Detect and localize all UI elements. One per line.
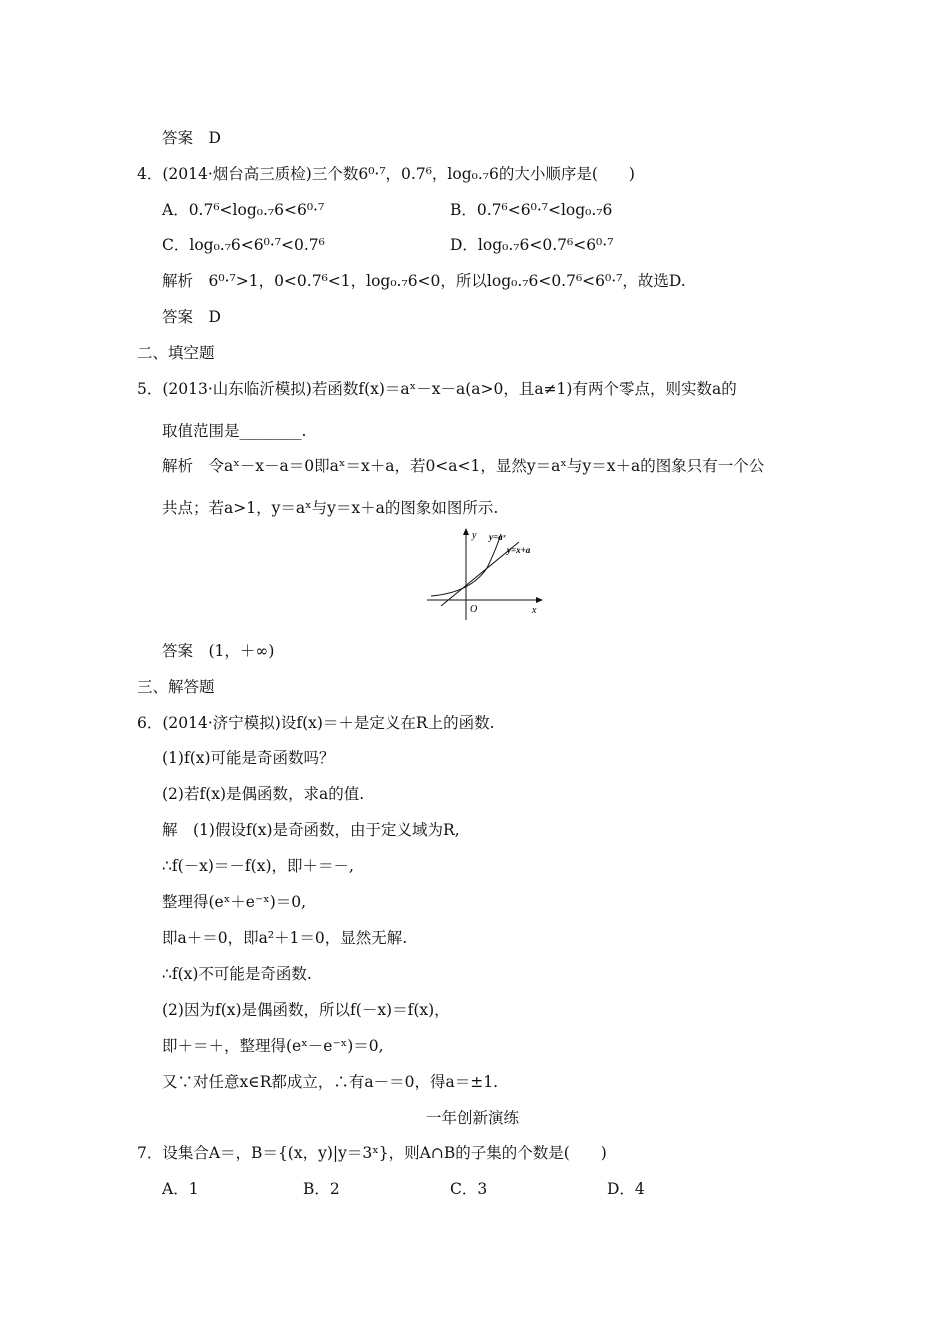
question-5: 5．(2013·山东临沂模拟)若函数f(x)＝aˣ－x－a(a>0，且a≠1)有两个零点，则实数a的 — [137, 380, 737, 398]
question-7: 7．设集合A＝，B＝{(x，y)|y＝3ˣ}，则A∩B的子集的个数是( ) — [137, 1144, 607, 1162]
line-label: y=x+a — [507, 545, 531, 555]
q7-option-c: C．3 — [450, 1180, 488, 1198]
q6-solution-8: 又∵对任意x∈R都成立，∴有a－＝0，得a＝±1. — [162, 1073, 499, 1091]
question-5-cont: 取值范围是________. — [162, 422, 307, 440]
q6-solution-7: 即＋＝＋，整理得(eˣ－e⁻ˣ)＝0, — [162, 1037, 384, 1055]
q6-solution-3: 整理得(eˣ＋e⁻ˣ)＝0, — [162, 893, 307, 911]
section-fill-blank: 二、填空题 — [137, 344, 215, 362]
q4-option-c: C．log₀.₇6<6⁰·⁷<0.7⁶ — [162, 236, 325, 254]
q4-analysis: 解析 6⁰·⁷>1，0<0.7⁶<1，log₀.₇6<0，所以log₀.₇6<0.7⁶<6⁰·⁷，故选D. — [162, 272, 686, 290]
question-4: 4．(2014·烟台高三质检)三个数6⁰·⁷，0.7⁶，log₀.₇6的大小顺序是( ) — [137, 165, 635, 183]
x-axis-arrow — [536, 597, 543, 603]
curve-label: y=aˣ — [489, 532, 506, 542]
q6-part-2: (2)若f(x)是偶函数，求a的值. — [162, 785, 365, 803]
q6-part-1: (1)f(x)可能是奇函数吗？ — [162, 749, 335, 767]
q6-solution-6: (2)因为f(x)是偶函数，所以f(－x)＝f(x)， — [162, 1001, 450, 1019]
q4-option-d: D．log₀.₇6<0.7⁶<6⁰·⁷ — [450, 236, 614, 254]
q7-option-d: D．4 — [607, 1180, 645, 1198]
q6-solution-5: ∴f(x)不可能是奇函数. — [162, 965, 312, 983]
section-heading-innovation: 一年创新演练 — [426, 1109, 520, 1127]
y-axis-label: y — [472, 530, 477, 541]
origin-label: O — [470, 604, 478, 615]
q5-analysis-cont: 共点；若a>1，y＝aˣ与y＝x＋a的图象如图所示. — [162, 499, 499, 517]
q7-option-b: B．2 — [303, 1180, 340, 1198]
x-axis-label: x — [532, 605, 537, 616]
q5-analysis: 解析 令aˣ－x－a＝0即aˣ＝x＋a，若0<a<1，显然y＝aˣ与y＝x＋a的图象只有一个公 — [162, 457, 765, 475]
function-graph — [425, 526, 545, 622]
question-6: 6．(2014·济宁模拟)设f(x)＝＋是定义在R上的函数. — [137, 714, 495, 732]
y-axis-arrow — [463, 528, 469, 535]
q7-option-a: A．1 — [162, 1180, 199, 1198]
q6-solution-2: ∴f(－x)＝－f(x)，即＋＝－, — [162, 857, 354, 875]
answer-5: 答案 (1，＋∞) — [162, 642, 275, 660]
q4-option-a: A．0.7⁶<log₀.₇6<6⁰·⁷ — [162, 201, 325, 219]
q6-solution-1: 解 (1)假设f(x)是奇函数，由于定义域为R, — [162, 821, 460, 839]
answer-3: 答案 D — [162, 129, 221, 147]
section-solution: 三、解答题 — [137, 678, 215, 696]
q6-solution-4: 即a＋＝0，即a²＋1＝0，显然无解. — [162, 929, 408, 947]
answer-4: 答案 D — [162, 308, 221, 326]
q4-option-b: B．0.7⁶<6⁰·⁷<log₀.₇6 — [450, 201, 613, 219]
